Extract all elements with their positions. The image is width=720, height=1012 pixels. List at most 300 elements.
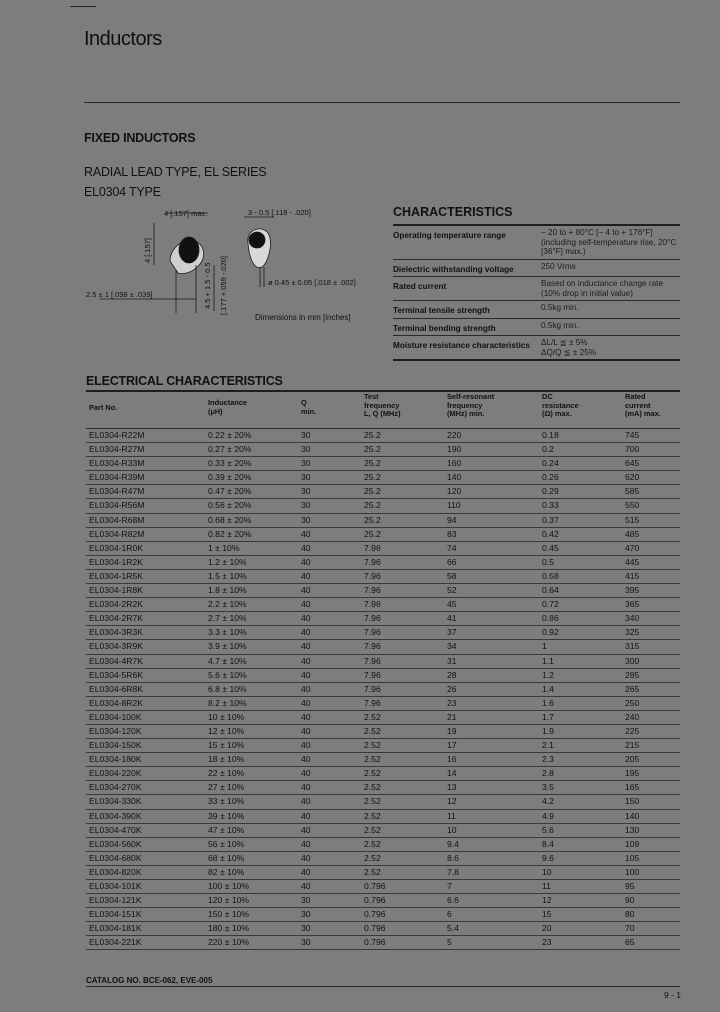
rated-current-cell: 365 [625, 599, 640, 610]
q-min-cell: 30 [301, 472, 311, 483]
self-resonant-frequency-cell: 26 [447, 683, 457, 694]
q-min-cell: 40 [301, 768, 311, 779]
inductance-cell: 0.27 ± 20% [208, 444, 252, 455]
rated-current-cell: 395 [625, 585, 640, 596]
self-resonant-frequency-cell: 28 [447, 669, 457, 680]
table-row [86, 528, 680, 542]
char-value: ΔL/L ≦ ± 5% ΔQ/Q ≦ ± 25% [541, 338, 597, 357]
table-row [86, 908, 680, 922]
test-frequency-cell: 7.96 [364, 641, 381, 652]
dc-resistance-cell: 23 [542, 937, 552, 948]
series-heading: RADIAL LEAD TYPE, EL SERIES [84, 165, 267, 179]
test-frequency-cell: 2.52 [364, 852, 381, 863]
inductance-cell: 5.6 ± 10% [208, 669, 247, 680]
dim-lead-dia-label: ø 0.45 ± 0.05 [.018 ± .002] [268, 278, 356, 287]
q-min-cell: 40 [301, 838, 311, 849]
inductor-side-core [249, 232, 265, 248]
rated-current-cell: 585 [625, 486, 640, 497]
table-row [86, 880, 680, 894]
inductance-cell: 10 ± 10% [208, 711, 245, 722]
dc-resistance-cell: 1.6 [542, 697, 554, 708]
q-min-cell: 40 [301, 613, 311, 624]
part-number-cell: EL0304-2R2K [89, 599, 143, 610]
q-min-cell: 40 [301, 810, 311, 821]
rated-current-cell: 340 [625, 613, 640, 624]
self-resonant-frequency-cell: 120 [447, 486, 462, 497]
inductance-cell: 27 ± 10% [208, 782, 245, 793]
test-frequency-cell: 7.96 [364, 599, 381, 610]
inductance-cell: 12 ± 10% [208, 725, 245, 736]
q-min-cell: 30 [301, 937, 311, 948]
part-number-cell: EL0304-R56M [89, 500, 145, 511]
dimension-drawing [84, 203, 374, 328]
test-frequency-cell: 2.52 [364, 796, 381, 807]
q-min-cell: 40 [301, 866, 311, 877]
part-number-cell: EL0304-120K [89, 725, 142, 736]
rated-current-cell: 70 [625, 923, 635, 934]
self-resonant-frequency-cell: 6.6 [447, 895, 459, 906]
dc-resistance-cell: 1.9 [542, 725, 554, 736]
inductance-cell: 100 ± 10% [208, 881, 250, 891]
inductance-cell: 2.2 ± 10% [208, 599, 247, 610]
part-number-cell: EL0304-101K [89, 881, 142, 891]
self-resonant-frequency-cell: 23 [447, 697, 457, 708]
test-frequency-cell: 2.52 [364, 754, 381, 765]
dc-resistance-cell: 11 [542, 881, 551, 891]
char-row [393, 335, 680, 361]
inductance-cell: 6.8 ± 10% [208, 683, 247, 694]
q-min-cell: 40 [301, 711, 311, 722]
dc-resistance-cell: 0.33 [542, 500, 559, 511]
self-resonant-frequency-cell: 5 [447, 937, 452, 948]
test-frequency-cell: 2.52 [364, 740, 381, 751]
rated-current-cell: 550 [625, 500, 640, 511]
char-row [393, 259, 680, 277]
part-number-cell: EL0304-4R7K [89, 655, 143, 666]
page-title: Inductors [84, 28, 162, 50]
q-min-cell: 30 [301, 444, 311, 455]
inductance-cell: 1.8 ± 10% [208, 585, 247, 596]
part-number-cell: EL0304-R27M [89, 444, 145, 455]
dc-resistance-cell: 0.24 [542, 458, 559, 469]
dc-resistance-cell: 15 [542, 909, 552, 920]
self-resonant-frequency-cell: 7.8 [447, 866, 459, 877]
table-row [86, 669, 680, 683]
char-row [393, 224, 680, 259]
dc-resistance-cell: 4.9 [542, 810, 554, 821]
table-row [86, 443, 680, 457]
title-divider [84, 102, 680, 103]
dc-resistance-cell: 0.26 [542, 472, 559, 483]
test-frequency-cell: 7.96 [364, 556, 381, 567]
rated-current-cell: 205 [625, 754, 640, 765]
characteristics-title: CHARACTERISTICS [393, 205, 513, 219]
dc-resistance-cell: 0.5 [542, 556, 554, 567]
part-number-cell: EL0304-220K [89, 768, 142, 779]
inductance-cell: 2.7 ± 10% [208, 613, 247, 624]
q-min-cell: 30 [301, 895, 311, 906]
self-resonant-frequency-cell: 10 [447, 824, 457, 835]
rated-current-cell: 745 [625, 430, 640, 440]
rated-current-cell: 285 [625, 669, 640, 680]
test-frequency-cell: 0.796 [364, 881, 386, 891]
part-number-cell: EL0304-270K [89, 782, 142, 793]
inductance-cell: 47 ± 10% [208, 824, 245, 835]
self-resonant-frequency-cell: 74 [447, 542, 457, 553]
self-resonant-frequency-cell: 17 [447, 740, 457, 751]
rated-current-cell: 620 [625, 472, 640, 483]
q-min-cell: 30 [301, 500, 311, 511]
self-resonant-frequency-cell: 11 [447, 810, 456, 821]
inductance-cell: 0.33 ± 20% [208, 458, 252, 469]
dim-pitch-label: 2.5 ± 1 [.098 ± .039] [86, 290, 153, 299]
part-number-cell: EL0304-820K [89, 866, 142, 877]
inductance-cell: 220 ± 10% [208, 937, 250, 948]
q-min-cell: 40 [301, 627, 311, 638]
test-frequency-cell: 7.96 [364, 627, 381, 638]
dc-resistance-cell: 12 [542, 895, 552, 906]
inductance-cell: 1.2 ± 10% [208, 556, 247, 567]
char-value: − 20 to + 80°C [− 4 to + 176°F] (including self-temperature rise, 20°C [36°F] max.) [541, 228, 677, 256]
table-row [86, 838, 680, 852]
table-row [86, 485, 680, 499]
part-number-cell: EL0304-560K [89, 838, 142, 849]
q-min-cell: 40 [301, 852, 311, 863]
table-row [86, 584, 680, 598]
test-frequency-cell: 2.52 [364, 810, 381, 821]
inductance-cell: 8.2 ± 10% [208, 697, 247, 708]
q-min-cell: 40 [301, 824, 311, 835]
header-part: Part No. [89, 403, 118, 412]
self-resonant-frequency-cell: 190 [447, 444, 462, 455]
inductance-cell: 3.3 ± 10% [208, 627, 247, 638]
section-heading: FIXED INDUCTORS [84, 131, 196, 145]
rated-current-cell: 700 [625, 444, 640, 455]
table-row [86, 725, 680, 739]
rated-current-cell: 325 [625, 627, 640, 638]
dc-resistance-cell: 0.92 [542, 627, 559, 638]
table-row [86, 936, 680, 950]
q-min-cell: 40 [301, 528, 311, 539]
table-row [86, 499, 680, 513]
table-row [86, 697, 680, 711]
char-row [393, 276, 680, 300]
q-min-cell: 40 [301, 796, 311, 807]
q-min-cell: 40 [301, 782, 311, 793]
inductance-cell: 3.9 ± 10% [208, 641, 247, 652]
part-number-cell: EL0304-390K [89, 810, 142, 821]
rated-current-cell: 100 [625, 866, 640, 877]
rated-current-cell: 470 [625, 542, 640, 553]
catalog-note: CATALOG NO. BCE-062, EVE-005 [86, 976, 213, 985]
q-min-cell: 30 [301, 923, 311, 934]
header-current: Rated current (mA) max. [625, 392, 661, 418]
char-row [393, 300, 680, 318]
table-row [86, 711, 680, 725]
char-label: Moisture resistance characteristics [393, 341, 530, 350]
test-frequency-cell: 2.52 [364, 782, 381, 793]
dim-width-label: 4 [.157] max. [164, 209, 208, 218]
part-number-cell: EL0304-1R5K [89, 570, 143, 581]
self-resonant-frequency-cell: 21 [447, 711, 457, 722]
self-resonant-frequency-cell: 9.4 [447, 838, 459, 849]
inductance-cell: 180 ± 10% [208, 923, 250, 934]
part-number-cell: EL0304-R68M [89, 514, 145, 525]
test-frequency-cell: 2.52 [364, 725, 381, 736]
rated-current-cell: 315 [625, 641, 640, 652]
dc-resistance-cell: 2.1 [542, 740, 554, 751]
inductance-cell: 56 ± 10% [208, 838, 245, 849]
electrical-header [86, 393, 680, 427]
part-number-cell: EL0304-1R0K [89, 542, 143, 553]
self-resonant-frequency-cell: 34 [447, 641, 457, 652]
rated-current-cell: 240 [625, 711, 640, 722]
inductance-cell: 0.22 ± 20% [208, 430, 252, 440]
rated-current-cell: 445 [625, 556, 640, 567]
test-frequency-cell: 0.796 [364, 937, 386, 948]
table-row [86, 866, 680, 880]
part-number-cell: EL0304-3R9K [89, 641, 143, 652]
part-number-cell: EL0304-680K [89, 852, 142, 863]
footer-rule [86, 986, 680, 987]
rated-current-cell: 415 [625, 570, 640, 581]
part-number-cell: EL0304-2R7K [89, 613, 143, 624]
test-frequency-cell: 2.52 [364, 824, 381, 835]
test-frequency-cell: 25.2 [364, 514, 381, 525]
self-resonant-frequency-cell: 12 [447, 796, 457, 807]
test-frequency-cell: 25.2 [364, 458, 381, 469]
electrical-title: ELECTRICAL CHARACTERISTICS [86, 374, 283, 388]
dc-resistance-cell: 9.6 [542, 852, 554, 863]
test-frequency-cell: 7.96 [364, 683, 381, 694]
self-resonant-frequency-cell: 16 [447, 754, 457, 765]
test-frequency-cell: 7.96 [364, 697, 381, 708]
table-row [86, 781, 680, 795]
dc-resistance-cell: 0.45 [542, 542, 559, 553]
test-frequency-cell: 25.2 [364, 500, 381, 511]
self-resonant-frequency-cell: 83 [447, 528, 457, 539]
table-row [86, 471, 680, 485]
dc-resistance-cell: 1.1 [542, 655, 554, 666]
rated-current-cell: 250 [625, 697, 640, 708]
test-frequency-cell: 0.796 [364, 909, 386, 920]
rated-current-cell: 105 [625, 852, 640, 863]
table-row [86, 429, 680, 443]
test-frequency-cell: 25.2 [364, 486, 381, 497]
q-min-cell: 40 [301, 669, 311, 680]
char-label: Rated current [393, 282, 447, 291]
table-row [86, 598, 680, 612]
page-number: 9 - 1 [664, 990, 682, 1000]
part-number-cell: EL0304-R82M [89, 528, 145, 539]
self-resonant-frequency-cell: 13 [447, 782, 457, 793]
table-row [86, 894, 680, 908]
self-resonant-frequency-cell: 110 [447, 500, 461, 511]
dc-resistance-cell: 5.6 [542, 824, 554, 835]
test-frequency-cell: 7.96 [364, 669, 381, 680]
dc-resistance-cell: 0.29 [542, 486, 559, 497]
char-label: Terminal tensile strength [393, 306, 490, 315]
test-frequency-cell: 0.796 [364, 895, 386, 906]
self-resonant-frequency-cell: 52 [447, 585, 457, 596]
self-resonant-frequency-cell: 94 [447, 514, 457, 525]
dc-resistance-cell: 20 [542, 923, 552, 934]
q-min-cell: 40 [301, 754, 311, 765]
dc-resistance-cell: 10 [542, 866, 552, 877]
q-min-cell: 30 [301, 909, 311, 920]
test-frequency-cell: 0.796 [364, 923, 386, 934]
dc-resistance-cell: 0.64 [542, 585, 559, 596]
test-frequency-cell: 25.2 [364, 528, 381, 539]
part-number-cell: EL0304-R39M [89, 472, 145, 483]
rated-current-cell: 265 [625, 683, 640, 694]
top-edge-mark [70, 6, 96, 7]
part-number-cell: EL0304-150K [89, 740, 142, 751]
dc-resistance-cell: 2.8 [542, 768, 554, 779]
rated-current-cell: 65 [625, 937, 635, 948]
table-row [86, 542, 680, 556]
part-number-cell: EL0304-5R6K [89, 669, 143, 680]
dc-resistance-cell: 1.2 [542, 669, 554, 680]
q-min-cell: 40 [301, 585, 311, 596]
type-heading: EL0304 TYPE [84, 185, 161, 199]
inductance-cell: 18 ± 10% [208, 754, 245, 765]
char-value: Based on inductance change rate (10% drop in initial value) [541, 279, 663, 298]
part-number-cell: EL0304-3R3K [89, 627, 143, 638]
table-row [86, 556, 680, 570]
self-resonant-frequency-cell: 37 [447, 627, 457, 638]
part-number-cell: EL0304-R22M [89, 430, 145, 440]
inductance-cell: 1.5 ± 10% [208, 570, 247, 581]
self-resonant-frequency-cell: 45 [447, 599, 457, 610]
rated-current-cell: 95 [625, 881, 635, 891]
self-resonant-frequency-cell: 5.4 [447, 923, 459, 934]
self-resonant-frequency-cell: 19 [447, 725, 457, 736]
inductance-cell: 0.82 ± 20% [208, 528, 252, 539]
rated-current-cell: 90 [625, 895, 635, 906]
q-min-cell: 40 [301, 740, 311, 751]
q-min-cell: 40 [301, 599, 311, 610]
table-row [86, 640, 680, 654]
test-frequency-cell: 7.96 [364, 542, 381, 553]
dc-resistance-cell: 0.2 [542, 444, 554, 455]
test-frequency-cell: 2.52 [364, 768, 381, 779]
rated-current-cell: 140 [625, 810, 640, 821]
q-min-cell: 40 [301, 881, 311, 891]
self-resonant-frequency-cell: 31 [447, 655, 457, 666]
dc-resistance-cell: 4.2 [542, 796, 554, 807]
rated-current-cell: 225 [625, 725, 640, 736]
table-row [86, 767, 680, 781]
inductance-cell: 22 ± 10% [208, 768, 245, 779]
inductance-cell: 33 ± 10% [208, 796, 245, 807]
q-min-cell: 30 [301, 514, 311, 525]
dc-resistance-cell: 3.5 [542, 782, 554, 793]
dc-resistance-cell: 0.72 [542, 599, 559, 610]
test-frequency-cell: 7.96 [364, 613, 381, 624]
char-value: 250 Vrms [541, 261, 576, 271]
self-resonant-frequency-cell: 6 [447, 909, 452, 920]
rated-current-cell: 80 [625, 909, 635, 920]
dc-resistance-cell: 0.58 [542, 570, 559, 581]
char-label: Terminal bending strength [393, 323, 496, 333]
char-row [393, 318, 680, 336]
inductance-cell: 150 ± 10% [208, 909, 250, 920]
table-row [86, 852, 680, 866]
header-q: Q min. [301, 398, 317, 416]
dc-resistance-cell: 0.18 [542, 430, 559, 440]
rated-current-cell: 165 [625, 782, 640, 793]
table-row [86, 626, 680, 640]
part-number-cell: EL0304-R47M [89, 486, 145, 497]
table-row [86, 570, 680, 584]
self-resonant-frequency-cell: 58 [447, 570, 457, 581]
dc-resistance-cell: 2.3 [542, 754, 554, 765]
dc-resistance-cell: 0.42 [542, 528, 559, 539]
self-resonant-frequency-cell: 7 [447, 881, 452, 891]
char-value: 0.5kg min. [541, 303, 579, 312]
q-min-cell: 40 [301, 655, 311, 666]
self-resonant-frequency-cell: 8.6 [447, 852, 459, 863]
header-srf: Self-resonant frequency (MHz) min. [447, 392, 495, 418]
q-min-cell: 30 [301, 458, 311, 469]
part-number-cell: EL0304-R33M [89, 458, 145, 469]
q-min-cell: 40 [301, 683, 311, 694]
part-number-cell: EL0304-180K [89, 754, 142, 765]
self-resonant-frequency-cell: 41 [447, 613, 457, 624]
q-min-cell: 40 [301, 641, 311, 652]
q-min-cell: 40 [301, 542, 311, 553]
table-row [86, 655, 680, 669]
part-number-cell: EL0304-100K [89, 711, 142, 722]
table-row [86, 739, 680, 753]
rated-current-cell: 130 [625, 824, 640, 835]
dim-lead-length-label: 4.5 + 1.5 - 0.5 [203, 262, 212, 309]
test-frequency-cell: 2.52 [364, 838, 381, 849]
self-resonant-frequency-cell: 160 [447, 458, 462, 469]
part-number-cell: EL0304-6R8K [89, 683, 143, 694]
dc-resistance-cell: 0.37 [542, 514, 559, 525]
self-resonant-frequency-cell: 66 [447, 556, 457, 567]
q-min-cell: 40 [301, 556, 311, 567]
inductor-front-core [179, 237, 199, 263]
table-row [86, 824, 680, 838]
header-inductance: Inductance (µH) [208, 398, 248, 416]
rated-current-cell: 109 [625, 838, 640, 849]
test-frequency-cell: 25.2 [364, 430, 381, 440]
rated-current-cell: 645 [625, 458, 640, 469]
rated-current-cell: 215 [625, 740, 640, 751]
dc-resistance-cell: 1.4 [542, 683, 554, 694]
inductance-cell: 120 ± 10% [208, 895, 250, 906]
part-number-cell: EL0304-1R8K [89, 585, 143, 596]
characteristics-table [393, 224, 680, 361]
dc-resistance-cell: 1.7 [542, 711, 554, 722]
inductance-cell: 0.68 ± 20% [208, 514, 252, 525]
part-number-cell: EL0304-8R2K [89, 697, 143, 708]
dc-resistance-cell: 1 [542, 641, 547, 652]
part-number-cell: EL0304-470K [89, 824, 142, 835]
inductance-cell: 1 ± 10% [208, 542, 240, 553]
header-freq: Test frequency L, Q (MHz) [364, 392, 401, 418]
inductance-cell: 0.39 ± 20% [208, 472, 252, 483]
part-number-cell: EL0304-181K [89, 923, 142, 934]
char-label: Operating temperature range [393, 231, 506, 240]
rated-current-cell: 150 [625, 796, 640, 807]
self-resonant-frequency-cell: 140 [447, 472, 462, 483]
test-frequency-cell: 7.96 [364, 585, 381, 596]
inductance-cell: 68 ± 10% [208, 852, 245, 863]
